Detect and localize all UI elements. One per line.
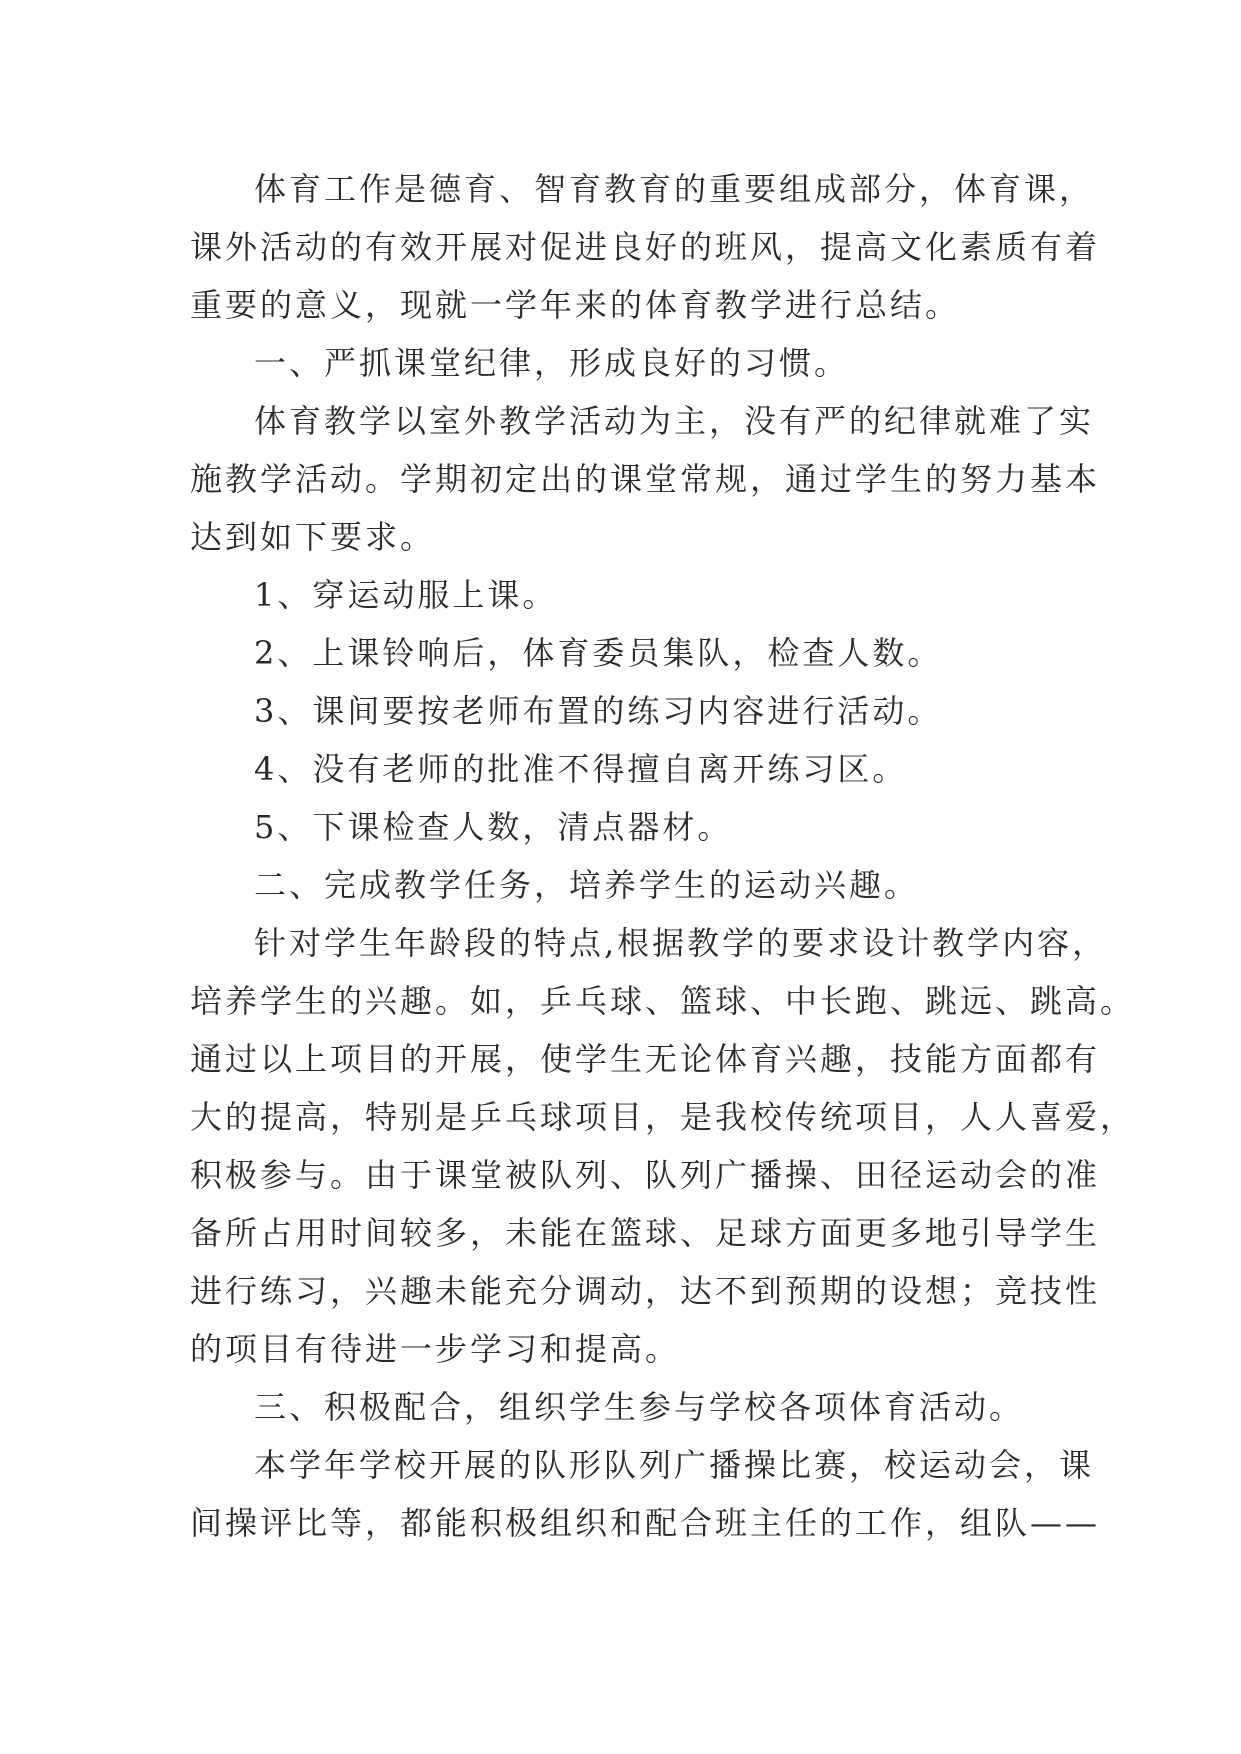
text-line: 施教学活动。学期初定出的课堂常规，通过学生的努力基本 xyxy=(190,460,1101,498)
text-line: 大的提高，特别是乒乓球项目，是我校传统项目，人人喜爱， xyxy=(190,1098,1136,1136)
text-line: 体育教学以室外教学活动为主，没有严的纪律就难了实 xyxy=(254,402,1095,440)
text-line: 积极参与。由于课堂被队列、队列广播操、田径运动会的准 xyxy=(190,1156,1101,1194)
text-line: 间操评比等，都能积极组织和配合班主任的工作，组队—— xyxy=(190,1504,1101,1542)
section-heading: 二、完成教学任务，培养学生的运动兴趣。 xyxy=(254,866,920,904)
text-line: 培养学生的兴趣。如，乒乓球、篮球、中长跑、跳远、跳高。 xyxy=(190,982,1136,1020)
list-item: 1、穿运动服上课。 xyxy=(254,576,558,614)
list-item: 5、下课检查人数，清点器材。 xyxy=(254,808,733,846)
text-line: 进行练习，兴趣未能充分调动，达不到预期的设想；竞技性 xyxy=(190,1272,1101,1310)
text-line: 针对学生年龄段的特点,根据教学的要求设计教学内容， xyxy=(254,924,1108,962)
text-line: 达到如下要求。 xyxy=(190,518,436,556)
section-heading: 三、积极配合，组织学生参与学校各项体育活动。 xyxy=(254,1388,1025,1426)
section-heading: 一、严抓课堂纪律，形成良好的习惯。 xyxy=(254,344,850,382)
list-item: 4、没有老师的批准不得擅自离开练习区。 xyxy=(254,750,908,788)
text-line: 本学年学校开展的队形队列广播操比赛，校运动会，课 xyxy=(254,1446,1095,1484)
text-line: 课外活动的有效开展对促进良好的班风，提高文化素质有着 xyxy=(190,228,1101,266)
list-item: 2、上课铃响后，体育委员集队，检查人数。 xyxy=(254,634,943,672)
text-line: 备所占用时间较多，未能在篮球、足球方面更多地引导学生 xyxy=(190,1214,1101,1252)
text-line: 通过以上项目的开展，使学生无论体育兴趣，技能方面都有 xyxy=(190,1040,1101,1078)
list-item: 3、课间要按老师布置的练习内容进行活动。 xyxy=(254,692,943,730)
document-body xyxy=(190,160,1136,1552)
text-line: 重要的意义，现就一学年来的体育教学进行总结。 xyxy=(190,286,961,324)
text-line: 体育工作是德育、智育教育的重要组成部分，体育课， xyxy=(254,170,1095,208)
text-line: 的项目有待进一步学习和提高。 xyxy=(190,1330,681,1368)
